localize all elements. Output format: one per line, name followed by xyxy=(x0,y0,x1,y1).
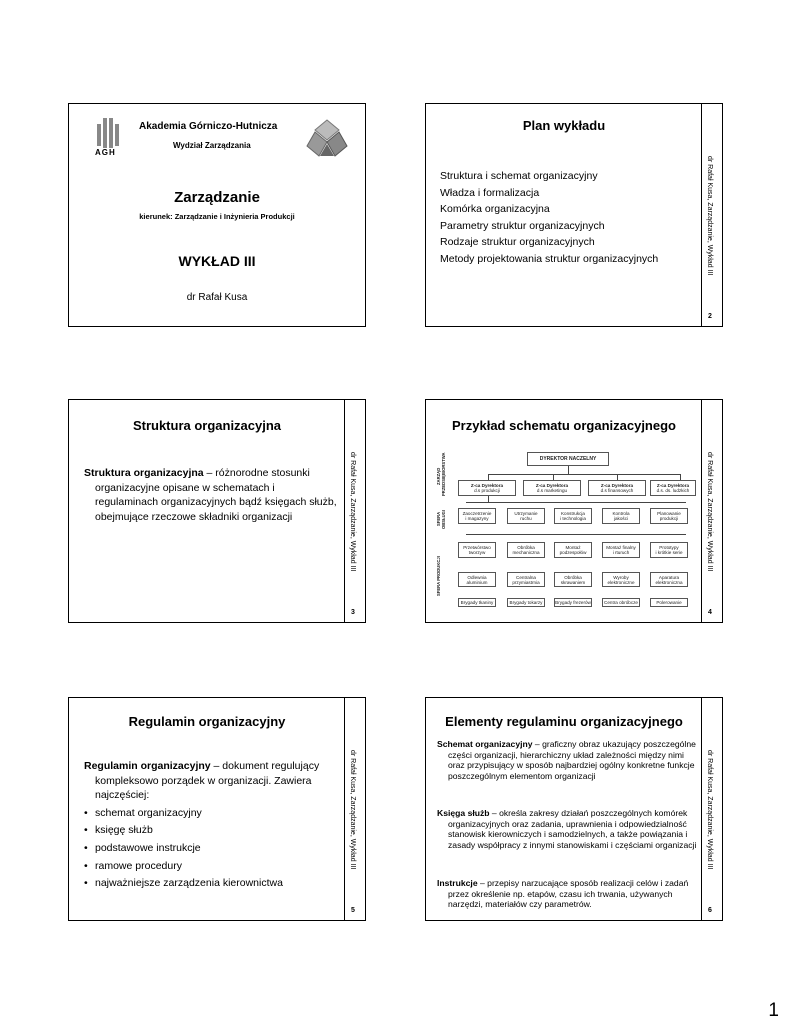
org-side-label: SFERA PRODUKCJI xyxy=(436,556,441,596)
slide-2 xyxy=(425,103,723,327)
faculty-name: Wydział Zarządzania xyxy=(173,141,251,150)
org-box-production: Odlewnia aluminium xyxy=(458,572,496,587)
definition xyxy=(84,759,346,891)
org-box-production: Przetwórstwo tworzyw xyxy=(458,542,496,558)
list-item: Parametry struktur organizacyjnych xyxy=(440,219,605,232)
element-text: – graficzny obraz ukazujący poszczególne części organizacji, hierarchiczny układ zależności między nimi oraz przypisujący w sposób najbardziej ogólny konkretne funkcje poszczególnym elementom organizacji xyxy=(448,739,696,781)
org-box-production: Montaż finalny i rturuch xyxy=(602,542,640,558)
sidebar-author-text: dr Rafał Kusa, Zarządzanie, Wykład III xyxy=(349,452,356,572)
org-box-director: DYREKTOR NACZELNY xyxy=(527,452,609,466)
element-text: – określa zakresy działań poszczególnych komórek organizacyjnych oraz zadania, uprawnienia i odpowiedzialność stanowisk kierowniczych i samodzielnych, a także powiązania i zasady współpracy z innymi stanowiskami i częściami organizacji xyxy=(448,808,697,850)
org-box-production: Montaż podzespołów xyxy=(554,542,592,558)
list-item: • najważniejsze zarządzenia kierownictwa xyxy=(84,876,346,891)
sidebar-author-text: dr Rafał Kusa, Zarządzanie, Wykład III xyxy=(706,750,713,870)
slide-title: Elementy regulaminu organizacyjnego xyxy=(445,714,683,729)
course-title: Zarządzanie xyxy=(174,189,260,206)
element-term: Księga służb xyxy=(437,808,490,818)
element-item xyxy=(437,739,699,781)
org-box-deputy: Z-ca Dyrektora d.s. ds. ludzkich xyxy=(650,480,696,496)
org-box-production: Obróbka mechaniczna xyxy=(507,542,545,558)
bullet-list xyxy=(84,806,346,891)
list-item: Metody projektowania struktur organizacyjnych xyxy=(440,252,659,265)
slide-sidebar xyxy=(344,400,365,622)
org-box-production: Wyroby elektroniczne xyxy=(602,572,640,587)
slide-title: Struktura organizacyjna xyxy=(132,418,282,433)
list-item: Rodzaje struktur organizacyjnych xyxy=(440,236,595,249)
org-side-label: SFERA OBSŁUGI xyxy=(436,509,446,529)
list-item: • ramowe procedury xyxy=(84,859,346,874)
element-text: – przepisy narzucające sposób realizacji celów i zadań przez określenie np. etapów, czasu ich trwania, używanych narzędzi, materiałów czy parametrów. xyxy=(448,878,689,910)
org-box-service: Kontrola jakości xyxy=(602,508,640,524)
university-name: Akademia Górniczo-Hutnicza xyxy=(139,121,278,132)
org-box-deputy: Z-ca Dyrektora d.s marketingu xyxy=(523,480,581,496)
slide-sidebar xyxy=(701,698,722,920)
slide-number: 6 xyxy=(708,907,712,914)
org-box-production: Aparatura elektroniczna xyxy=(650,572,688,587)
plan-list xyxy=(440,168,658,268)
program-name: kierunek: Zarządzanie i Inżynieria Produkcji xyxy=(139,212,295,221)
list-item: • podstawowe instrukcje xyxy=(84,841,346,856)
slide-number: 3 xyxy=(351,609,355,616)
org-box-production: Obróbka skrawaniem xyxy=(554,572,592,587)
slide-title: Plan wykładu xyxy=(522,118,606,133)
definition-text: – dokument regulujący kompleksowo porządek w organizacji. Zawiera najczęściej: xyxy=(95,760,320,801)
list-item: Władza i formalizacja xyxy=(440,186,540,199)
element-term: Instrukcje xyxy=(437,878,478,888)
sidebar-author-text: dr Rafał Kusa, Zarządzanie, Wykład III xyxy=(706,452,713,572)
org-box-brigade: Brygady tkaniny xyxy=(458,598,496,607)
slide-sidebar xyxy=(701,400,722,622)
element-item xyxy=(437,878,699,910)
slide-number: 2 xyxy=(708,313,712,320)
definition xyxy=(84,466,339,524)
slide-sidebar xyxy=(701,104,722,326)
org-chart xyxy=(436,446,696,616)
slide-1 xyxy=(68,103,366,327)
sidebar-author-text: dr Rafał Kusa, Zarządzanie, Wykład III xyxy=(349,750,356,870)
list-item: • schemat organizacyjny xyxy=(84,806,346,821)
slide-number: 5 xyxy=(351,907,355,914)
org-side-label: ZARZĄD PRZEDSIĘBIORSTWA xyxy=(436,452,446,496)
org-box-brigade: Brygady frezerów xyxy=(555,600,591,605)
slide-number: 4 xyxy=(708,609,712,616)
slide-5 xyxy=(68,697,366,921)
slide-title: Przykład schematu organizacyjnego xyxy=(452,418,676,433)
org-box-production: Centralna przymiastrnia xyxy=(507,572,545,587)
org-box-service: Konstrukcja i technologia xyxy=(554,508,592,524)
org-box-deputy: Z-ca Dyrektora d.s finansowych xyxy=(588,480,646,496)
definition-term: Struktura organizacyjna xyxy=(84,467,204,479)
sidebar-author-text: dr Rafał Kusa, Zarządzanie, Wykład III xyxy=(706,156,713,276)
author-name: dr Rafał Kusa xyxy=(186,292,248,303)
slide-3 xyxy=(68,399,366,623)
slide-4 xyxy=(425,399,723,623)
definition-text: – różnorodne stosunki organizacyjne opisane w schematach i regulaminach organizacyjnych bądź księgach służb, obejmujące rzeczowe składniki organizacji xyxy=(95,467,337,523)
agh-logo-text: AGH xyxy=(95,148,116,157)
faculty-logo xyxy=(305,118,349,162)
org-box-deputy: Z-ca Dyrektora d.s produkcji xyxy=(458,480,516,496)
element-item xyxy=(437,808,699,850)
org-box-service: Zaoczetrzenie i magazyny xyxy=(458,508,496,524)
org-box-production: Prototypy i krótkie serie xyxy=(650,542,688,558)
org-box-brigade: Brygady tokarzy xyxy=(507,598,545,607)
lecture-title: WYKŁAD III xyxy=(178,253,256,269)
org-box-service: Utrzymanie ruchu xyxy=(507,508,545,524)
list-item: Komórka organizacyjna xyxy=(440,203,550,216)
slide-sidebar xyxy=(344,698,365,920)
page-number: 1 xyxy=(768,1000,779,1021)
org-box-brigade: Centra obróbcze xyxy=(602,598,640,607)
list-item: Struktura i schemat organizacyjny xyxy=(440,170,598,182)
element-term: Schemat organizacyjny xyxy=(437,739,533,749)
list-item: • księgę służb xyxy=(84,823,346,838)
slide-6 xyxy=(425,697,723,921)
org-box-brigade: Polerowanie xyxy=(650,598,688,607)
slide-title: Regulamin organizacyjny xyxy=(128,714,286,729)
org-box-service: Planowanie produkcji xyxy=(650,508,688,524)
definition-term: Regulamin organizacyjny xyxy=(84,760,211,772)
